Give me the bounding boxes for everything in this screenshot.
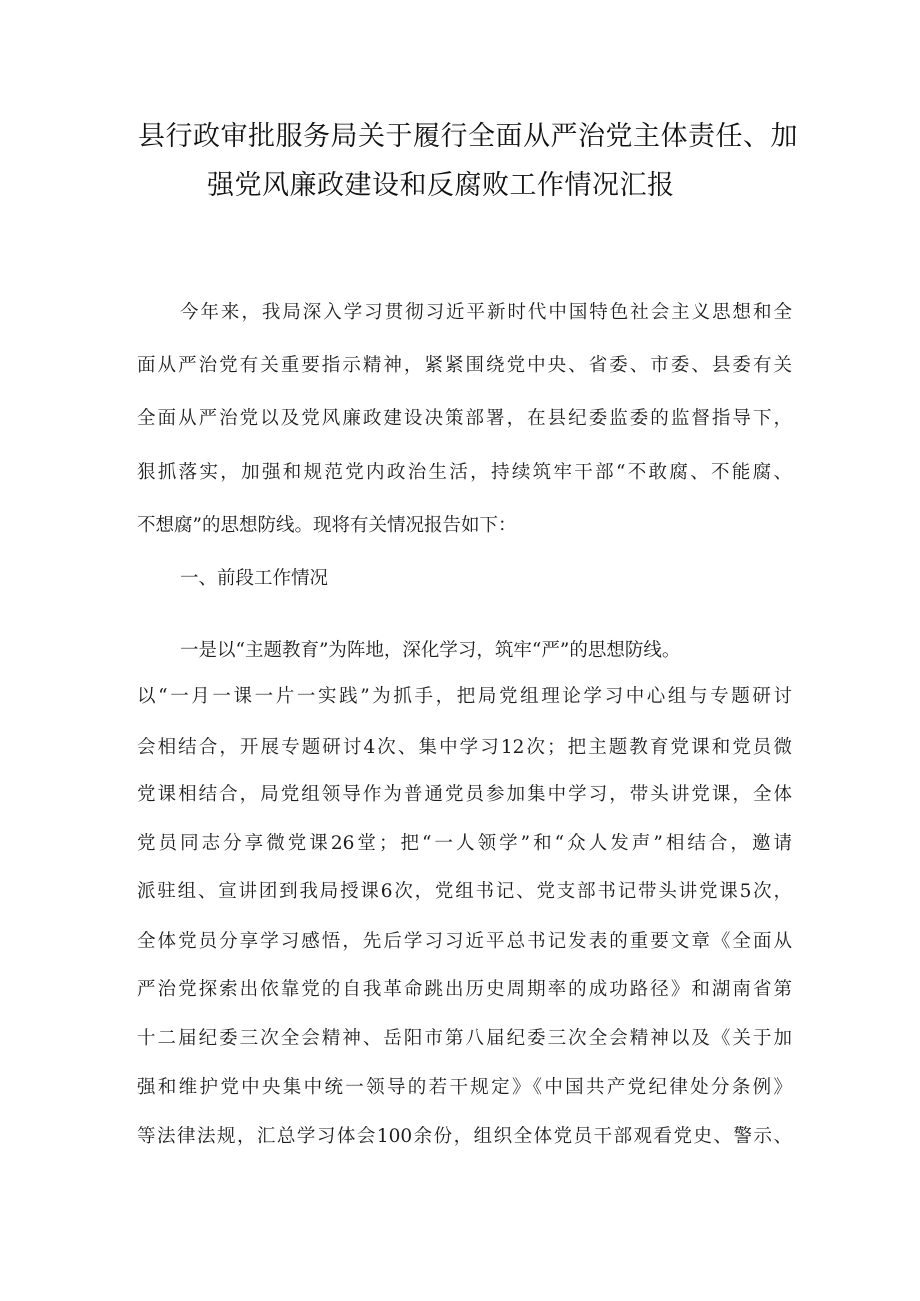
para-line: 等法律法规，汇总学习体会100余份，组织全体党员干部观看党史、警示、: [137, 1126, 792, 1147]
para-line: 一是以“主题教育”为阵地，深化学习，筑牢“严”的思想防线。: [180, 640, 681, 661]
para-line: 党员同志分享微党课26堂；把“一人领学”和“众人发声”相结合，邀请: [137, 833, 792, 854]
intro-line: 今年来，我局深入学习贯彻习近平新时代中国特色社会主义思想和全: [180, 302, 792, 323]
para-line: 会相结合，开展专题研讨4次、集中学习12次；把主题教育党课和党员微: [137, 737, 792, 758]
section-heading: 一、前段工作情况: [180, 568, 329, 589]
document-title-line-1: 县行政审批服务局关于履行全面从严治党主体责任、加: [138, 121, 798, 152]
intro-line: 全面从严治党以及党风廉政建设决策部署，在县纪委监委的监督指导下，: [137, 408, 792, 429]
para-line: 强和维护党中央集中统一领导的若干规定》《中国共产党纪律处分条例》: [137, 1077, 792, 1098]
intro-line: 不想腐”的思想防线。现将有关情况报告如下：: [137, 515, 517, 536]
document-title-line-2: 强党风廉政建设和反腐败工作情况汇报: [207, 170, 675, 201]
para-line: 十二届纪委三次全会精神、岳阳市第八届纪委三次全会精神以及《关于加: [137, 1028, 792, 1049]
intro-line: 狠抓落实，加强和规范党内政治生活，持续筑牢干部“不敢腐、不能腐、: [137, 462, 792, 483]
para-line: 全体党员分享学习感悟，先后学习习近平总书记发表的重要文章《全面从: [137, 931, 792, 952]
para-line: 以“一月一课一片一实践”为抓手，把局党组理论学习中心组与专题研讨: [137, 686, 792, 707]
intro-line: 面从严治党有关重要指示精神，紧紧围绕党中央、省委、市委、县委有关: [137, 355, 792, 376]
para-line: 严治党探索出依靠党的自我革命跳出历史周期率的成功路径》和湖南省第: [137, 979, 792, 1000]
para-line: 派驻组、宣讲团到我局授课6次，党组书记、党支部书记带头讲党课5次，: [137, 881, 792, 902]
para-line: 党课相结合，局党组领导作为普通党员参加集中学习，带头讲党课，全体: [137, 784, 792, 805]
